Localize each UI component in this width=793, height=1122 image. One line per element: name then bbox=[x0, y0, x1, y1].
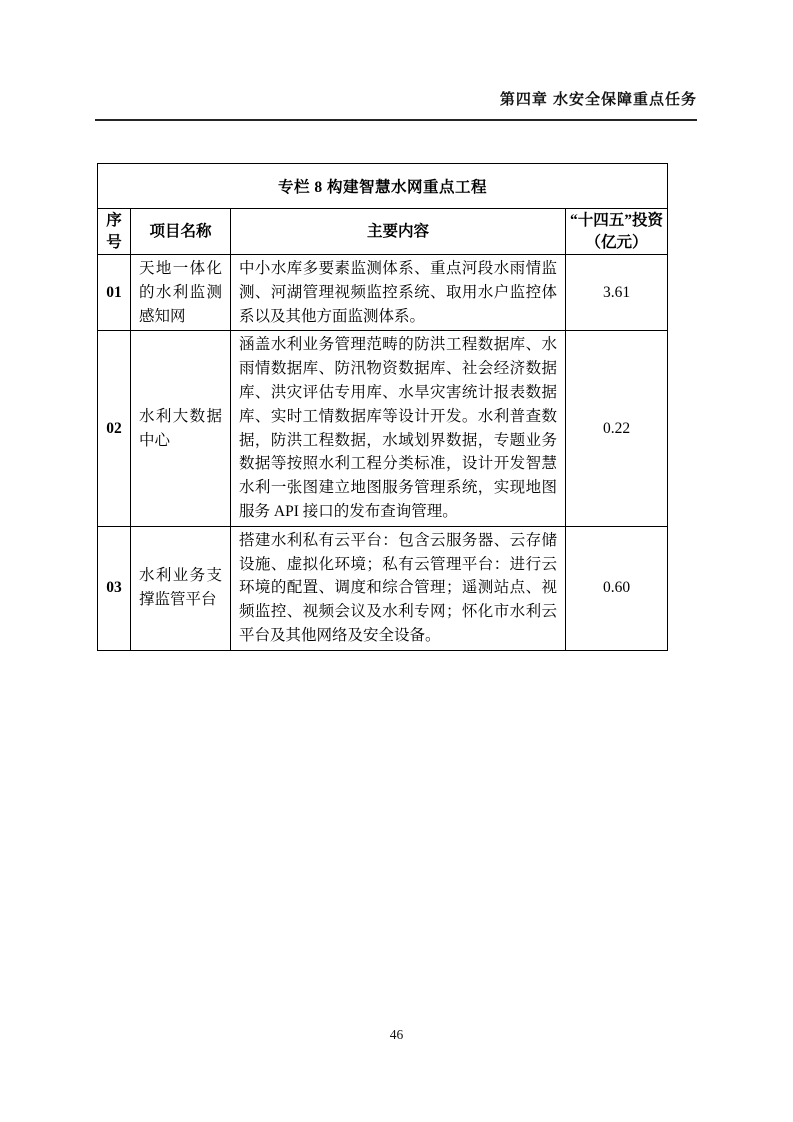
table-title-row bbox=[98, 164, 668, 209]
cell-project-name: 水利业务支撑监管平台 bbox=[131, 526, 231, 650]
page-number: 46 bbox=[389, 1027, 404, 1042]
project-table bbox=[97, 163, 668, 651]
cell-no: 03 bbox=[98, 526, 131, 650]
chapter-header: 第四章 水安全保障重点任务 bbox=[499, 91, 697, 108]
cell-investment: 0.22 bbox=[566, 331, 668, 526]
table-title: 专栏 8 构建智慧水网重点工程 bbox=[98, 164, 668, 209]
column-header-no: 序号 bbox=[98, 209, 131, 255]
cell-no: 02 bbox=[98, 331, 131, 526]
cell-investment: 0.60 bbox=[566, 526, 668, 650]
cell-main-content: 中小水库多要素监测体系、重点河段水雨情监测、河湖管理视频监控系统、取用水户监控体系以及其他方面监测体系。 bbox=[231, 255, 566, 331]
table-row bbox=[98, 526, 668, 650]
cell-project-name: 水利大数据中心 bbox=[131, 331, 231, 526]
header-rule bbox=[95, 119, 697, 121]
table-row bbox=[98, 255, 668, 331]
column-header-investment: “十四五”投资（亿元） bbox=[566, 209, 668, 255]
cell-project-name: 天地一体化的水利监测感知网 bbox=[131, 255, 231, 331]
table-row bbox=[98, 331, 668, 526]
column-header-name: 项目名称 bbox=[131, 209, 231, 255]
cell-investment: 3.61 bbox=[566, 255, 668, 331]
cell-main-content: 搭建水利私有云平台：包含云服务器、云存储设施、虚拟化环境；私有云管理平台：进行云环境的配置、调度和综合管理；遥测站点、视频监控、视频会议及水利专网；怀化市水利云平台及其他网络及安全设备。 bbox=[231, 526, 566, 650]
cell-no: 01 bbox=[98, 255, 131, 331]
column-header-content: 主要内容 bbox=[231, 209, 566, 255]
cell-main-content: 涵盖水利业务管理范畴的防洪工程数据库、水雨情数据库、防汛物资数据库、社会经济数据库、洪灾评估专用库、水旱灾害统计报表数据库、实时工情数据库等设计开发。水利普查数据，防洪工程数据，水域划界数据，专题业务数据等按照水利工程分类标准，设计开发智慧水利一张图建立地图服务管理系统，实现地图服务 API 接口的发布查询管理。 bbox=[231, 331, 566, 526]
table-header-row bbox=[98, 209, 668, 255]
